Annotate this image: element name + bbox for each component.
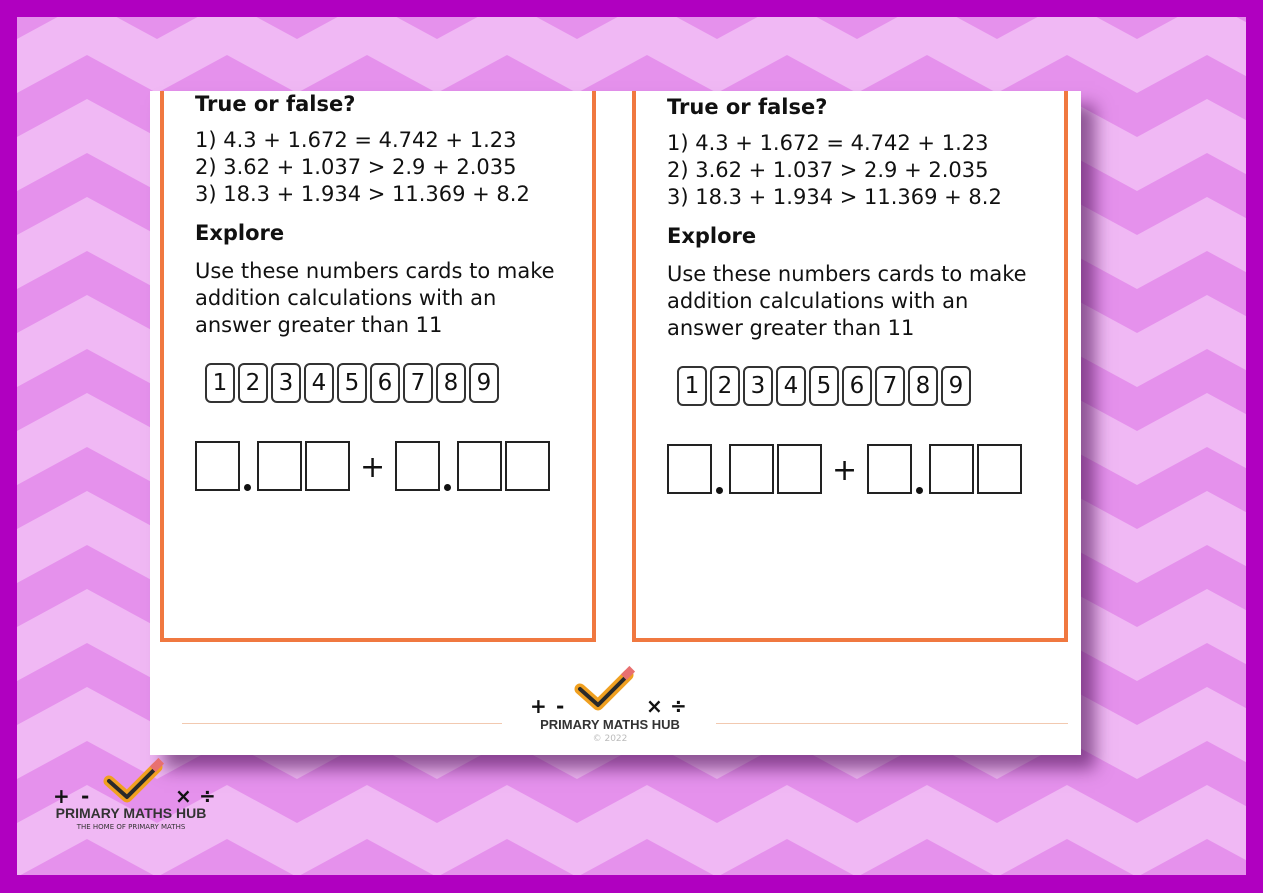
answer-box [867,444,912,494]
chevron-stripe [17,839,1246,875]
answer-box [505,441,550,491]
plus-symbol: + [53,784,70,807]
question-2: 2) 3.62 + 1.037 > 2.9 + 2.035 [667,158,989,182]
footer-divider [182,723,502,724]
answer-box [667,444,712,494]
number-card: 6 [842,366,872,406]
times-symbol: × [175,784,192,807]
number-cards [677,366,1067,406]
number-card: 9 [941,366,971,406]
question-1: 1) 4.3 + 1.672 = 4.742 + 1.23 [195,128,517,152]
corner-brand: PRIMARY MATHS HUB [55,805,207,821]
plus-sign: + [360,450,386,485]
footer-copyright: © 2022 [592,734,628,744]
number-card: 2 [710,366,740,406]
answer-box [305,441,350,491]
question-3: 3) 18.3 + 1.934 > 11.369 + 8.2 [195,182,530,206]
number-card: 6 [370,363,400,403]
background [17,17,1246,875]
question-3: 3) 18.3 + 1.934 > 11.369 + 8.2 [667,185,1002,209]
card-heading: True or false? [667,95,828,119]
explore-heading: Explore [195,221,285,245]
checkmark-pencil-icon [510,665,710,717]
answer-box [395,441,440,491]
answer-box [729,444,774,494]
minus-symbol: - [556,694,565,717]
number-card: 5 [337,363,367,403]
number-card: 7 [403,363,433,403]
number-card: 7 [875,366,905,406]
corner-tagline: THE HOME OF PRIMARY MATHS [76,823,186,831]
footer-divider [716,723,1068,724]
question-card [160,91,596,642]
decimal-point [916,487,923,494]
footer-brand: PRIMARY MATHS HUB [540,717,680,732]
question-list [195,127,595,208]
answer-box [257,441,302,491]
number-card: 4 [776,366,806,406]
answer-box [929,444,974,494]
corner-logo [45,755,235,835]
question-card [632,91,1068,642]
plus-sign: + [832,453,858,488]
number-card: 2 [238,363,268,403]
question-1: 1) 4.3 + 1.672 = 4.742 + 1.23 [667,131,989,155]
number-cards [205,363,595,403]
divide-symbol: ÷ [670,694,687,717]
card-heading: True or false? [195,92,356,116]
number-card: 3 [743,366,773,406]
answer-box [457,441,502,491]
decimal-point [444,484,451,491]
number-card: 3 [271,363,301,403]
number-card: 1 [205,363,235,403]
number-card: 8 [436,363,466,403]
checkmark-pencil-icon [45,755,235,807]
number-card: 1 [677,366,707,406]
number-card: 5 [809,366,839,406]
explore-text: Use these numbers cards to make addition calculations with an answer greater than 11 [195,259,555,337]
question-list [667,130,1067,211]
chevron-stripe [17,17,1246,39]
explore-heading: Explore [667,224,757,248]
decimal-point [244,484,251,491]
decimal-point [716,487,723,494]
number-card: 9 [469,363,499,403]
calculation-template [195,441,595,491]
worksheet-footer [150,651,1081,755]
explore-text: Use these numbers cards to make addition calculations with an answer greater than 11 [667,262,1027,340]
number-card: 4 [304,363,334,403]
answer-box [977,444,1022,494]
question-2: 2) 3.62 + 1.037 > 2.9 + 2.035 [195,155,517,179]
brand-logo [510,665,710,745]
divide-symbol: ÷ [199,784,216,807]
number-card: 8 [908,366,938,406]
minus-symbol: - [81,784,90,807]
answer-box [195,441,240,491]
answer-box [777,444,822,494]
times-symbol: × [646,694,663,717]
calculation-template [667,444,1067,494]
worksheet [150,91,1081,755]
plus-symbol: + [530,694,547,717]
